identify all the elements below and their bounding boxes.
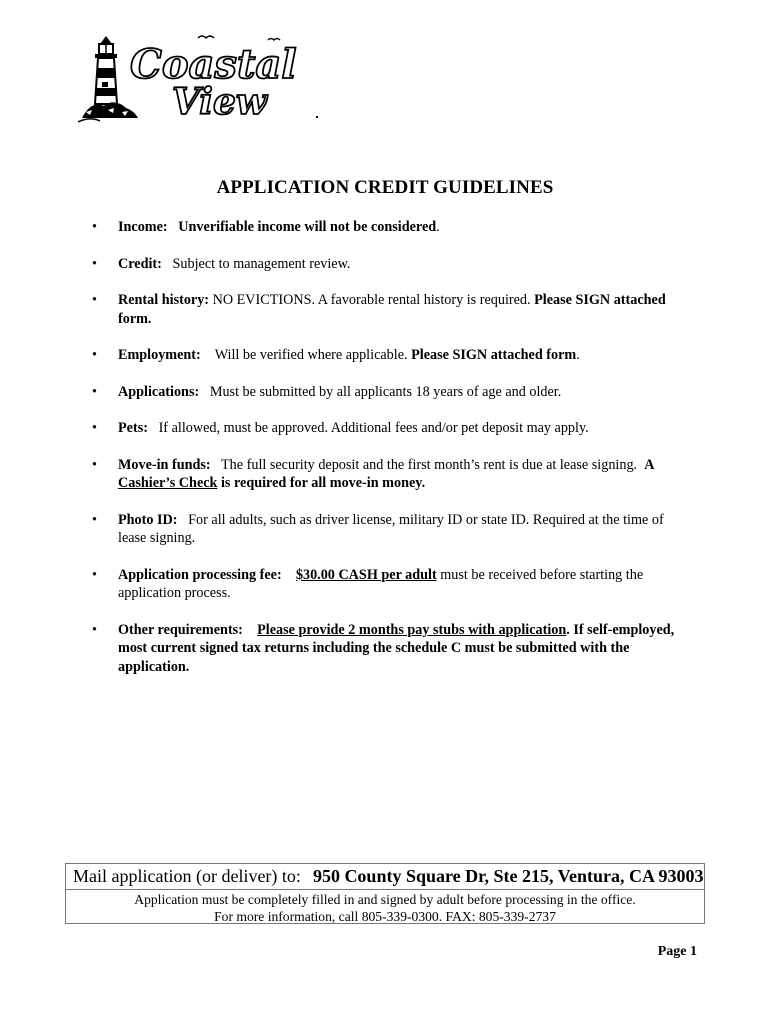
guideline-photo-id [88,511,688,548]
bullet-icon: • [92,566,97,583]
guideline-pets [88,419,688,438]
guideline-underlined-text: Cashier’s Check [118,475,218,491]
guideline-bold-text: Please SIGN attached form. [118,292,666,327]
guideline-text: Must be submitted by all applicants 18 years of age and older. [209,383,562,400]
guideline-underlined-text: $30.00 CASH per adult [295,566,437,583]
guideline-bold-a: A [644,456,655,473]
bullet-icon: • [92,621,97,638]
guideline-text: Will be verified where applicable. [214,347,408,363]
bullet-icon: • [92,219,97,235]
guideline-text: Subject to management review. [172,255,351,272]
bullet-icon: • [92,347,97,363]
page-title: APPLICATION CREDIT GUIDELINES [216,177,554,198]
guideline-move-in-funds [88,456,688,493]
logo-text-view: View [172,81,267,123]
guideline-bold-text: . If self-employed, most current signed tax returns including the schedule C must be submitted with the application. [118,621,675,675]
guideline-label: Move-in funds: [118,456,211,473]
guideline-other-requirements [88,621,688,677]
guideline-punct: . [576,347,580,363]
bullet-icon: • [92,511,97,528]
bullet-icon: • [92,383,97,400]
guideline-applications [88,383,688,402]
guideline-rental-history [88,291,688,328]
mail-note-filled: Application must be completely filled in and signed by adult before processing in the office. [134,892,636,907]
guideline-punct: . [436,219,440,235]
guideline-label: Photo ID: [118,511,178,528]
guideline-text: NO EVICTIONS. A favorable rental history is required. [212,292,531,308]
guideline-text: The full security deposit and the first month’s rent is due at lease signing. [221,456,638,473]
guideline-label: Pets: [118,420,148,436]
guideline-text: If allowed, must be approved. Additional fees and/or pet deposit may apply. [158,420,589,436]
bullet-icon: • [92,292,97,308]
logo-text-coastal: Coastal [130,41,297,88]
guideline-label: Rental history: [118,292,210,308]
guideline-underlined-text: Please provide 2 months pay stubs with application [257,621,567,638]
bullet-icon: • [92,255,97,272]
guideline-label: Other requirements: [118,621,243,638]
guideline-label: Application processing fee: [118,566,282,583]
guideline-text: must be received before starting the application process. [118,566,644,601]
guideline-label: Employment: [118,347,201,363]
guideline-text: For all adults, such as driver license, military ID or state ID. Required at the time of lease signing. [118,511,664,546]
guideline-processing-fee [88,566,688,603]
lighthouse-logo-icon [78,26,318,126]
mail-prefix: Mail application (or deliver) to: [73,866,301,886]
page-number: Page 1 [657,944,697,959]
mail-note-contact: For more information, call 805-339-0300. FAX: 805-339-2737 [214,909,556,924]
mail-row [66,864,704,890]
stray-dot [316,116,318,118]
guideline-label: Income: [118,219,168,235]
guideline-label: Applications: [118,383,200,400]
guideline-employment [88,346,688,365]
guideline-bold-text: Please SIGN attached form [411,347,577,363]
mail-address: 950 County Square Dr, Ste 215, Ventura, CA 93003 [312,866,704,886]
coastal-view-logo [78,26,318,126]
guideline-income [88,218,688,237]
bullet-icon: • [92,456,97,473]
bullet-icon: • [92,420,97,436]
guideline-text: Unverifiable income will not be considered [178,219,437,235]
mail-info-box [65,863,705,924]
guideline-credit [88,255,688,274]
guidelines-list [88,218,688,676]
guideline-bold-text: is required for all move-in money. [220,475,426,491]
guideline-label: Credit: [118,255,162,272]
